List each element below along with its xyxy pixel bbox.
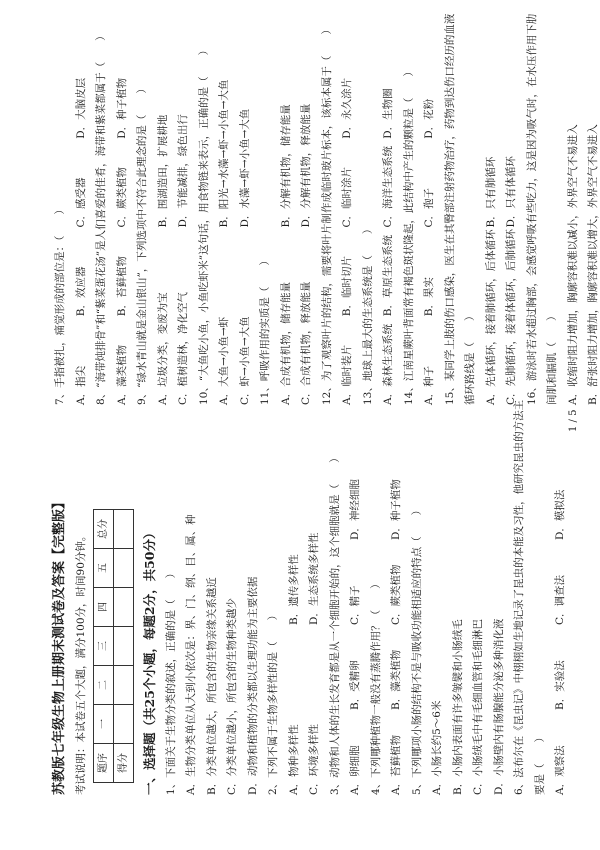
option-d: D．节能减排，绿色出行: [177, 114, 189, 228]
option-b: B．草原生态系统: [382, 235, 394, 317]
option-c: C．临时涂片: [341, 166, 353, 228]
option-d: D．生物圈: [382, 88, 394, 139]
option-a: A．指尖: [74, 365, 87, 405]
option-d: D．大脑皮层: [74, 77, 87, 139]
question-stem: 9、“绿水青山就是金山银山”，下列选项中不符合此理念的是（ ）: [136, 83, 148, 405]
score-table-header-cell: 一: [94, 705, 114, 744]
score-table-header-cell: 总分: [94, 510, 114, 549]
option-a: A．苔藓植物: [390, 734, 402, 795]
option-d: D．种子植物: [390, 479, 402, 540]
score-blank-cell: [114, 627, 134, 666]
question-stem: 16、游泳时若水超过胸部，会感觉呼吸有些吃力，这是因为吸气时，在水压作用下肋: [525, 13, 538, 405]
option-b: B．阳光→水藻→虾→小鱼→大鱼: [218, 79, 230, 228]
option-c: C．精子: [349, 585, 361, 625]
section-heading: 一、选择题（共25个小题，每题2分，共50分）: [142, 526, 157, 795]
option-c: C．蕨类植物: [115, 166, 128, 228]
option-b: B．小肠内表面有许多皱襞和小肠绒毛: [451, 619, 464, 795]
page-number: 1 / 5: [568, 409, 579, 432]
option-d: D．动物和植物的分类都以生理功能为主要依据: [246, 576, 259, 795]
question-5: [407, 455, 510, 795]
option-c: C．环境多样性: [308, 723, 320, 795]
option-c: C．先肺循环，接着体循环，后肺循环: [505, 228, 517, 405]
score-blank-cell: [114, 510, 134, 549]
question-9: [132, 50, 194, 405]
question-stem: 6、法布尔在《昆虫记》中栩栩如生地记录了昆虫的本能及习性，他研究昆虫的方法主: [513, 399, 525, 795]
question-stem: 12、为了观察叶片的结构，需要将叶片制作成临时玻片标本，该标本属于（ ）: [320, 24, 333, 405]
question-stem-continued: 间肌和膈肌（ ）: [546, 310, 558, 405]
question-stem: 13、地球上最大的生态系统是（ ）: [361, 223, 374, 405]
option-d: D．小肠壁内有肠腺能分泌多种消化液: [492, 618, 505, 795]
question-8: [91, 30, 132, 405]
question-3: [325, 452, 366, 795]
option-b: B．遗传多样性: [287, 554, 300, 625]
option-c: C．小肠绒毛中有毛细血管和毛细淋巴: [472, 618, 484, 795]
option-a: A．先体循环，接着肺循环，后体循环: [484, 229, 497, 405]
left-column: [50, 399, 571, 795]
question-10: [194, 44, 256, 405]
option-a: A．森林生态系统: [382, 323, 394, 405]
option-a: A．观察法: [554, 745, 566, 795]
option-b: B．舒张时阻力增加，胸廓容积难以增大，外界空气不易进入: [587, 124, 599, 405]
option-a: A．合成有机物，储存能量: [279, 281, 292, 405]
option-b: B．分类单位越大，所包含的生物亲缘关系越近: [205, 577, 218, 795]
question-13: [358, 50, 399, 405]
score-table-header-cell: 二: [94, 666, 114, 705]
option-a: A．收缩时阻力增加，胸廓容积难以减小，外界空气不易进入: [566, 124, 579, 405]
score-blank-cell: [114, 549, 134, 588]
question-2: [263, 455, 325, 795]
option-b: B．果实: [423, 277, 435, 317]
question-14: [399, 50, 440, 405]
score-table-header-cell: 题序: [94, 744, 114, 783]
option-a: A．大鱼→小鱼→虾: [218, 316, 230, 405]
question-stem: 14、江南星蕨叶背面常有褐色斑状隆起，此结构中产生的颗粒是（ ）: [402, 66, 415, 405]
option-c: C．分类单位越小，所包含的生物种类越少: [226, 597, 238, 795]
question-stem-continued: 循环路线是（ ）: [464, 310, 476, 405]
score-table-header-cell: 三: [94, 627, 114, 666]
option-c: C．合成有机物，释放能量: [300, 281, 312, 405]
option-b: B．分解有机物，储存能量: [279, 104, 292, 228]
score-table-header-cell: 五: [94, 549, 114, 588]
score-row-label: 得分: [114, 744, 134, 783]
option-d: D．永久涂片: [341, 77, 353, 139]
question-15: [440, 13, 522, 405]
question-stem: 10、“大鱼吃小鱼，小鱼吃虾米”这句话，用食物链来表示，正确的是（ ）: [197, 44, 210, 405]
question-stem: 5、下列哪项小肠的结构不是与吸收功能相适应的特点（ ）: [410, 504, 423, 795]
option-b: B．效应器: [74, 266, 87, 317]
option-d: D．花粉: [423, 98, 435, 139]
question-16: [522, 13, 600, 405]
option-a: A．小肠长约5～6米: [431, 700, 443, 795]
option-a: A．生物分类单位从大到小依次是：界、门、纲、目、属、种: [185, 514, 197, 795]
score-blank-cell: [114, 588, 134, 627]
option-a: A．种子: [423, 365, 435, 405]
document-title: 苏教版七年级生物上册期末测试卷及答案【完整版】: [52, 495, 67, 795]
score-table: [93, 509, 134, 783]
option-c: C．植树造林，净化空气: [177, 291, 189, 405]
option-a: A．临时装片: [341, 344, 353, 405]
exam-instructions: 考试说明：本试卷五个大题，满分100分，时间90分钟。: [74, 530, 87, 795]
question-6: [509, 399, 571, 795]
question-stem: 3、动物和人体的生长发育都是从一个细胞开始的，这个细胞就是（ ）: [328, 452, 341, 795]
option-a: A．藻类植物: [115, 344, 128, 405]
question-stem: 2、下列不属于生物多样性的是（ ）: [267, 609, 279, 795]
question-11: [255, 50, 317, 405]
question-12: [317, 24, 358, 405]
option-d: D．模拟法: [554, 489, 566, 540]
score-blank-cell: [114, 666, 134, 705]
option-c: C．虾→小鱼→大鱼: [238, 316, 251, 405]
question-stem: 1、下面关于生物分类的叙述，正确的是（ ）: [164, 567, 177, 795]
score-blank-cell: [114, 705, 134, 744]
option-d: D．种子植物: [115, 77, 128, 139]
right-column: [50, 13, 600, 405]
option-a: A．物种多样性: [287, 724, 300, 795]
option-c: C．海洋生态系统: [382, 145, 394, 228]
option-b: B．实验法: [554, 660, 566, 710]
option-d: D．只有体循环: [505, 156, 517, 228]
question-stem: 7、手指被扎，痛觉形成的部位是：（ ）: [54, 204, 66, 405]
option-d: D．分解有机物，释放能量: [300, 103, 312, 228]
question-7: [50, 50, 91, 405]
question-stem-continued: 要是（ ）: [533, 732, 546, 795]
option-b: B．藻类植物: [390, 649, 402, 710]
option-c: C．感受器: [74, 177, 87, 228]
question-1: [161, 455, 264, 795]
option-d: D．神经细胞: [349, 479, 361, 540]
option-c: C．调查法: [554, 574, 566, 625]
option-a: A．卵细胞: [349, 745, 361, 795]
option-b: B．受精卵: [349, 660, 361, 710]
question-stem: 8、“海带炖排骨”和“紫菜蛋花汤”是人们喜爱的佳肴，海带和紫菜都属于（ ）: [95, 30, 107, 405]
question-4: [366, 455, 407, 795]
option-c: C．孢子: [423, 187, 435, 228]
option-d: D．生态系统多样性: [308, 532, 320, 625]
question-stem: 15、某同学上肢的伤口感染，医生在其臀部注射药物治疗，药物到达伤口经历的血液: [443, 13, 456, 405]
question-stem: 4、下列哪种植物一般没有蒸腾作用？（ ）: [369, 578, 382, 795]
question-stem: 11、呼吸作用的实质是（ ）: [259, 255, 271, 405]
option-b: B．临时切片: [341, 256, 353, 317]
option-b: B．只有肺循环: [484, 156, 497, 228]
option-b: B．围湖造田，扩展耕地: [156, 114, 169, 228]
option-d: D．水藻→虾→小鱼→大鱼: [238, 108, 251, 228]
option-b: B．苔藓植物: [115, 256, 128, 317]
score-table-header-cell: 四: [94, 588, 114, 627]
option-c: C．蕨类植物: [390, 564, 402, 625]
option-a: A．垃圾分类，变废为宝: [156, 292, 169, 405]
